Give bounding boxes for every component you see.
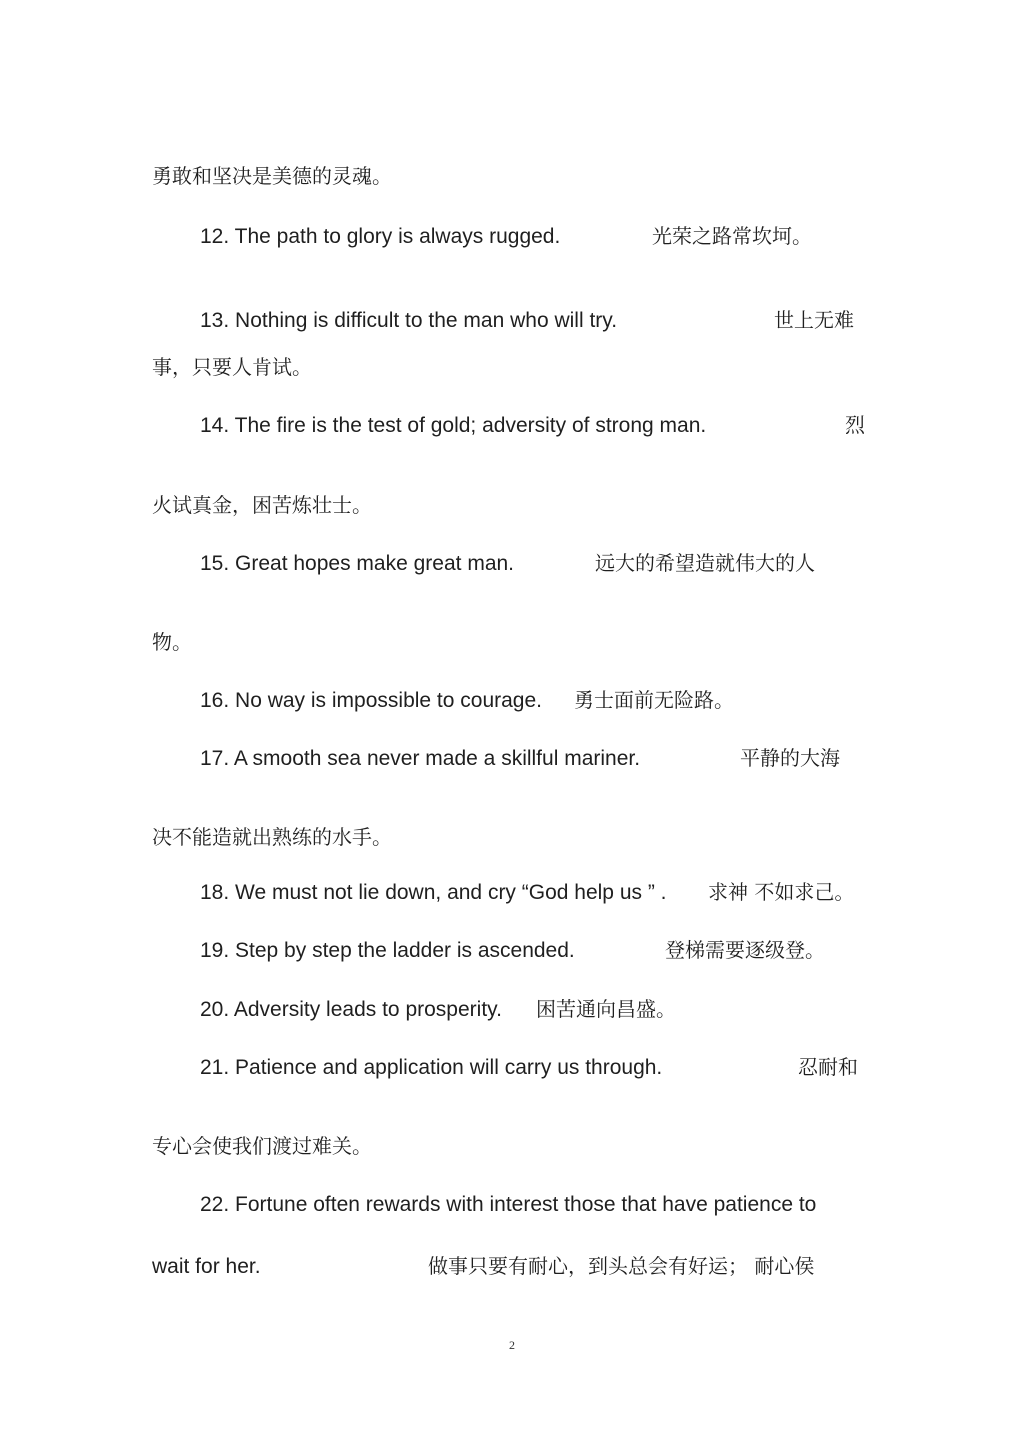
- proverb-12-chinese: 光荣之路常坎坷。: [652, 224, 812, 248]
- proverb-17-english: 17. A smooth sea never made a skillful mariner.: [200, 747, 641, 770]
- proverb-19-english: 19. Step by step the ladder is ascended.: [200, 939, 575, 962]
- proverb-17-chinese: 平静的大海: [740, 746, 840, 770]
- proverb-21-chinese: 忍耐和: [798, 1055, 858, 1079]
- proverb-14-chinese: 烈: [845, 413, 865, 437]
- page-number: 2: [509, 1338, 515, 1352]
- proverb-14-english: 14. The fire is the test of gold; adversity of strong man.: [200, 414, 707, 437]
- text-line: 勇敢和坚决是美德的灵魂。: [152, 164, 392, 188]
- proverb-18-chinese: 求神 不如求己。: [708, 880, 855, 904]
- proverb-22-english-cont: wait for her.: [152, 1255, 261, 1278]
- proverb-15-chinese: 远大的希望造就伟大的人: [595, 551, 815, 575]
- proverb-19-chinese: 登梯需要逐级登。: [665, 938, 825, 962]
- proverb-13-chinese: 世上无难: [774, 308, 854, 332]
- proverb-14-chinese-cont: 火试真金，困苦炼壮士。: [152, 493, 372, 517]
- proverb-20-english: 20. Adversity leads to prosperity.: [200, 998, 502, 1021]
- proverb-16-english: 16. No way is impossible to courage.: [200, 689, 542, 712]
- proverb-16-chinese: 勇士面前无险路。: [574, 688, 734, 712]
- proverb-17-chinese-cont: 决不能造就出熟练的水手。: [152, 825, 392, 849]
- proverb-22-chinese: 做事只要有耐心，到头总会有好运； 耐心侯: [428, 1254, 815, 1278]
- proverb-22-english: 22. Fortune often rewards with interest those that have patience to: [200, 1193, 817, 1216]
- proverb-15-chinese-cont: 物。: [152, 630, 192, 654]
- proverb-15-english: 15. Great hopes make great man.: [200, 552, 515, 575]
- proverb-18-english: 18. We must not lie down, and cry “God help us ” .: [200, 881, 667, 904]
- proverb-13-chinese-cont: 事，只要人肯试。: [152, 355, 312, 379]
- proverb-21-english: 21. Patience and application will carry us through.: [200, 1056, 663, 1079]
- proverb-12-english: 12. The path to glory is always rugged.: [200, 225, 561, 248]
- proverb-13-english: 13. Nothing is difficult to the man who will try.: [200, 309, 618, 332]
- proverb-21-chinese-cont: 专心会使我们渡过难关。: [152, 1134, 372, 1158]
- proverb-20-chinese: 困苦通向昌盛。: [536, 997, 676, 1021]
